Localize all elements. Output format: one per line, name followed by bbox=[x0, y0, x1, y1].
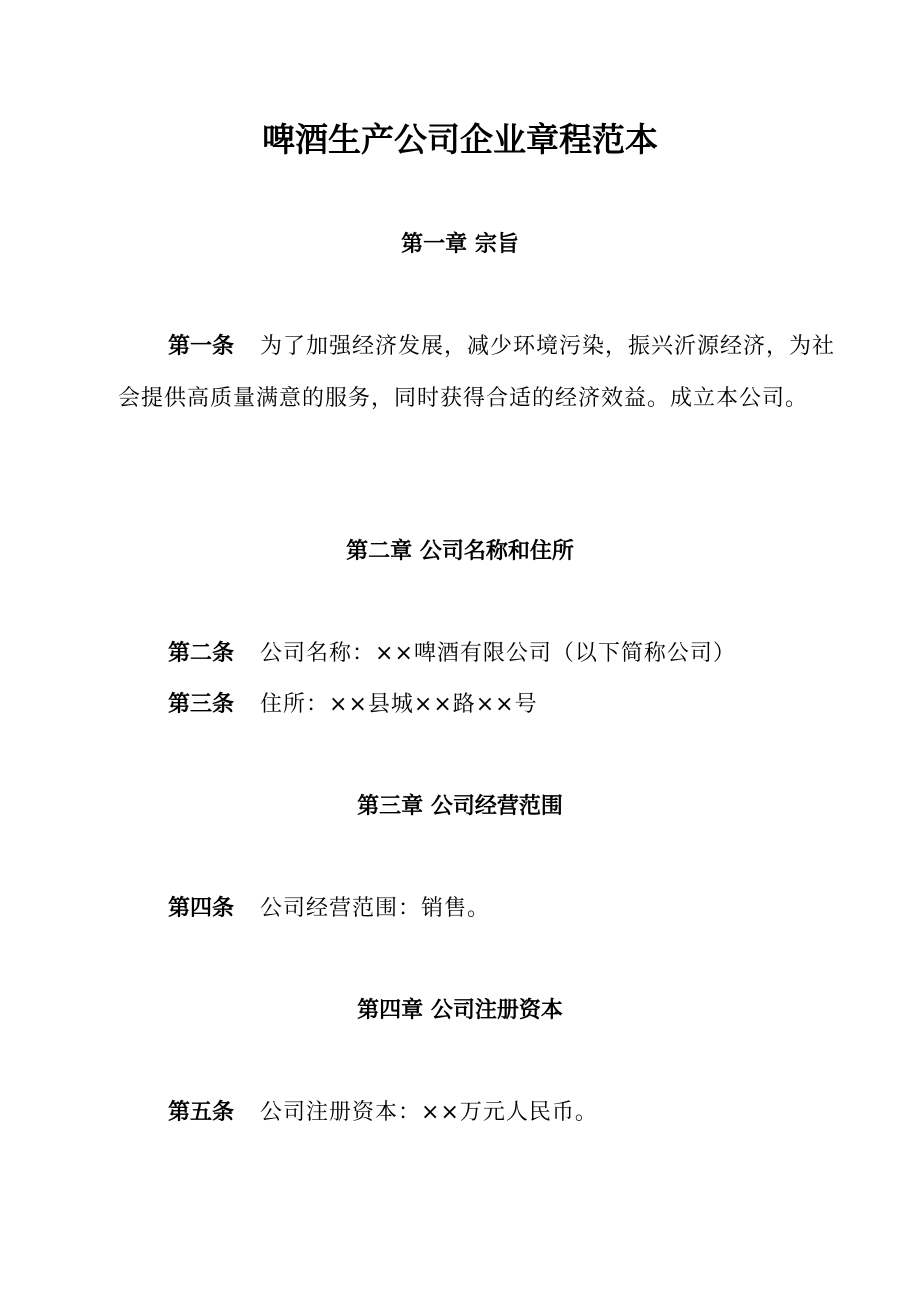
article-number: 第二条 bbox=[168, 641, 235, 666]
document-title: 啤酒生产公司企业章程范本 bbox=[262, 120, 658, 159]
article-2 bbox=[118, 628, 838, 680]
article-3 bbox=[118, 679, 838, 731]
article-text: 为了加强经济发展，减少环境污染，振兴沂源经济，为社会提供高质量满意的服务，同时获得合适的经济效益。成立本公司。 bbox=[118, 334, 836, 411]
article-text: 公司注册资本：××万元人民币。 bbox=[260, 1100, 598, 1125]
chapter-heading-4: 第四章 公司注册资本 bbox=[357, 998, 563, 1023]
article-number: 第一条 bbox=[168, 334, 235, 359]
article-1 bbox=[118, 321, 838, 425]
article-5 bbox=[118, 1087, 838, 1139]
chapter-heading-3: 第三章 公司经营范围 bbox=[357, 794, 563, 819]
article-text: 公司名称：××啤酒有限公司（以下简称公司） bbox=[260, 641, 736, 666]
article-number: 第五条 bbox=[168, 1100, 235, 1125]
article-number: 第三条 bbox=[168, 692, 235, 717]
chapter-heading-1: 第一章 宗旨 bbox=[401, 232, 519, 257]
article-text: 住所：××县城××路××号 bbox=[260, 692, 538, 717]
article-text: 公司经营范围：销售。 bbox=[260, 896, 491, 921]
article-4 bbox=[118, 883, 838, 935]
chapter-heading-2: 第二章 公司名称和住所 bbox=[346, 539, 574, 564]
article-number: 第四条 bbox=[168, 896, 235, 921]
